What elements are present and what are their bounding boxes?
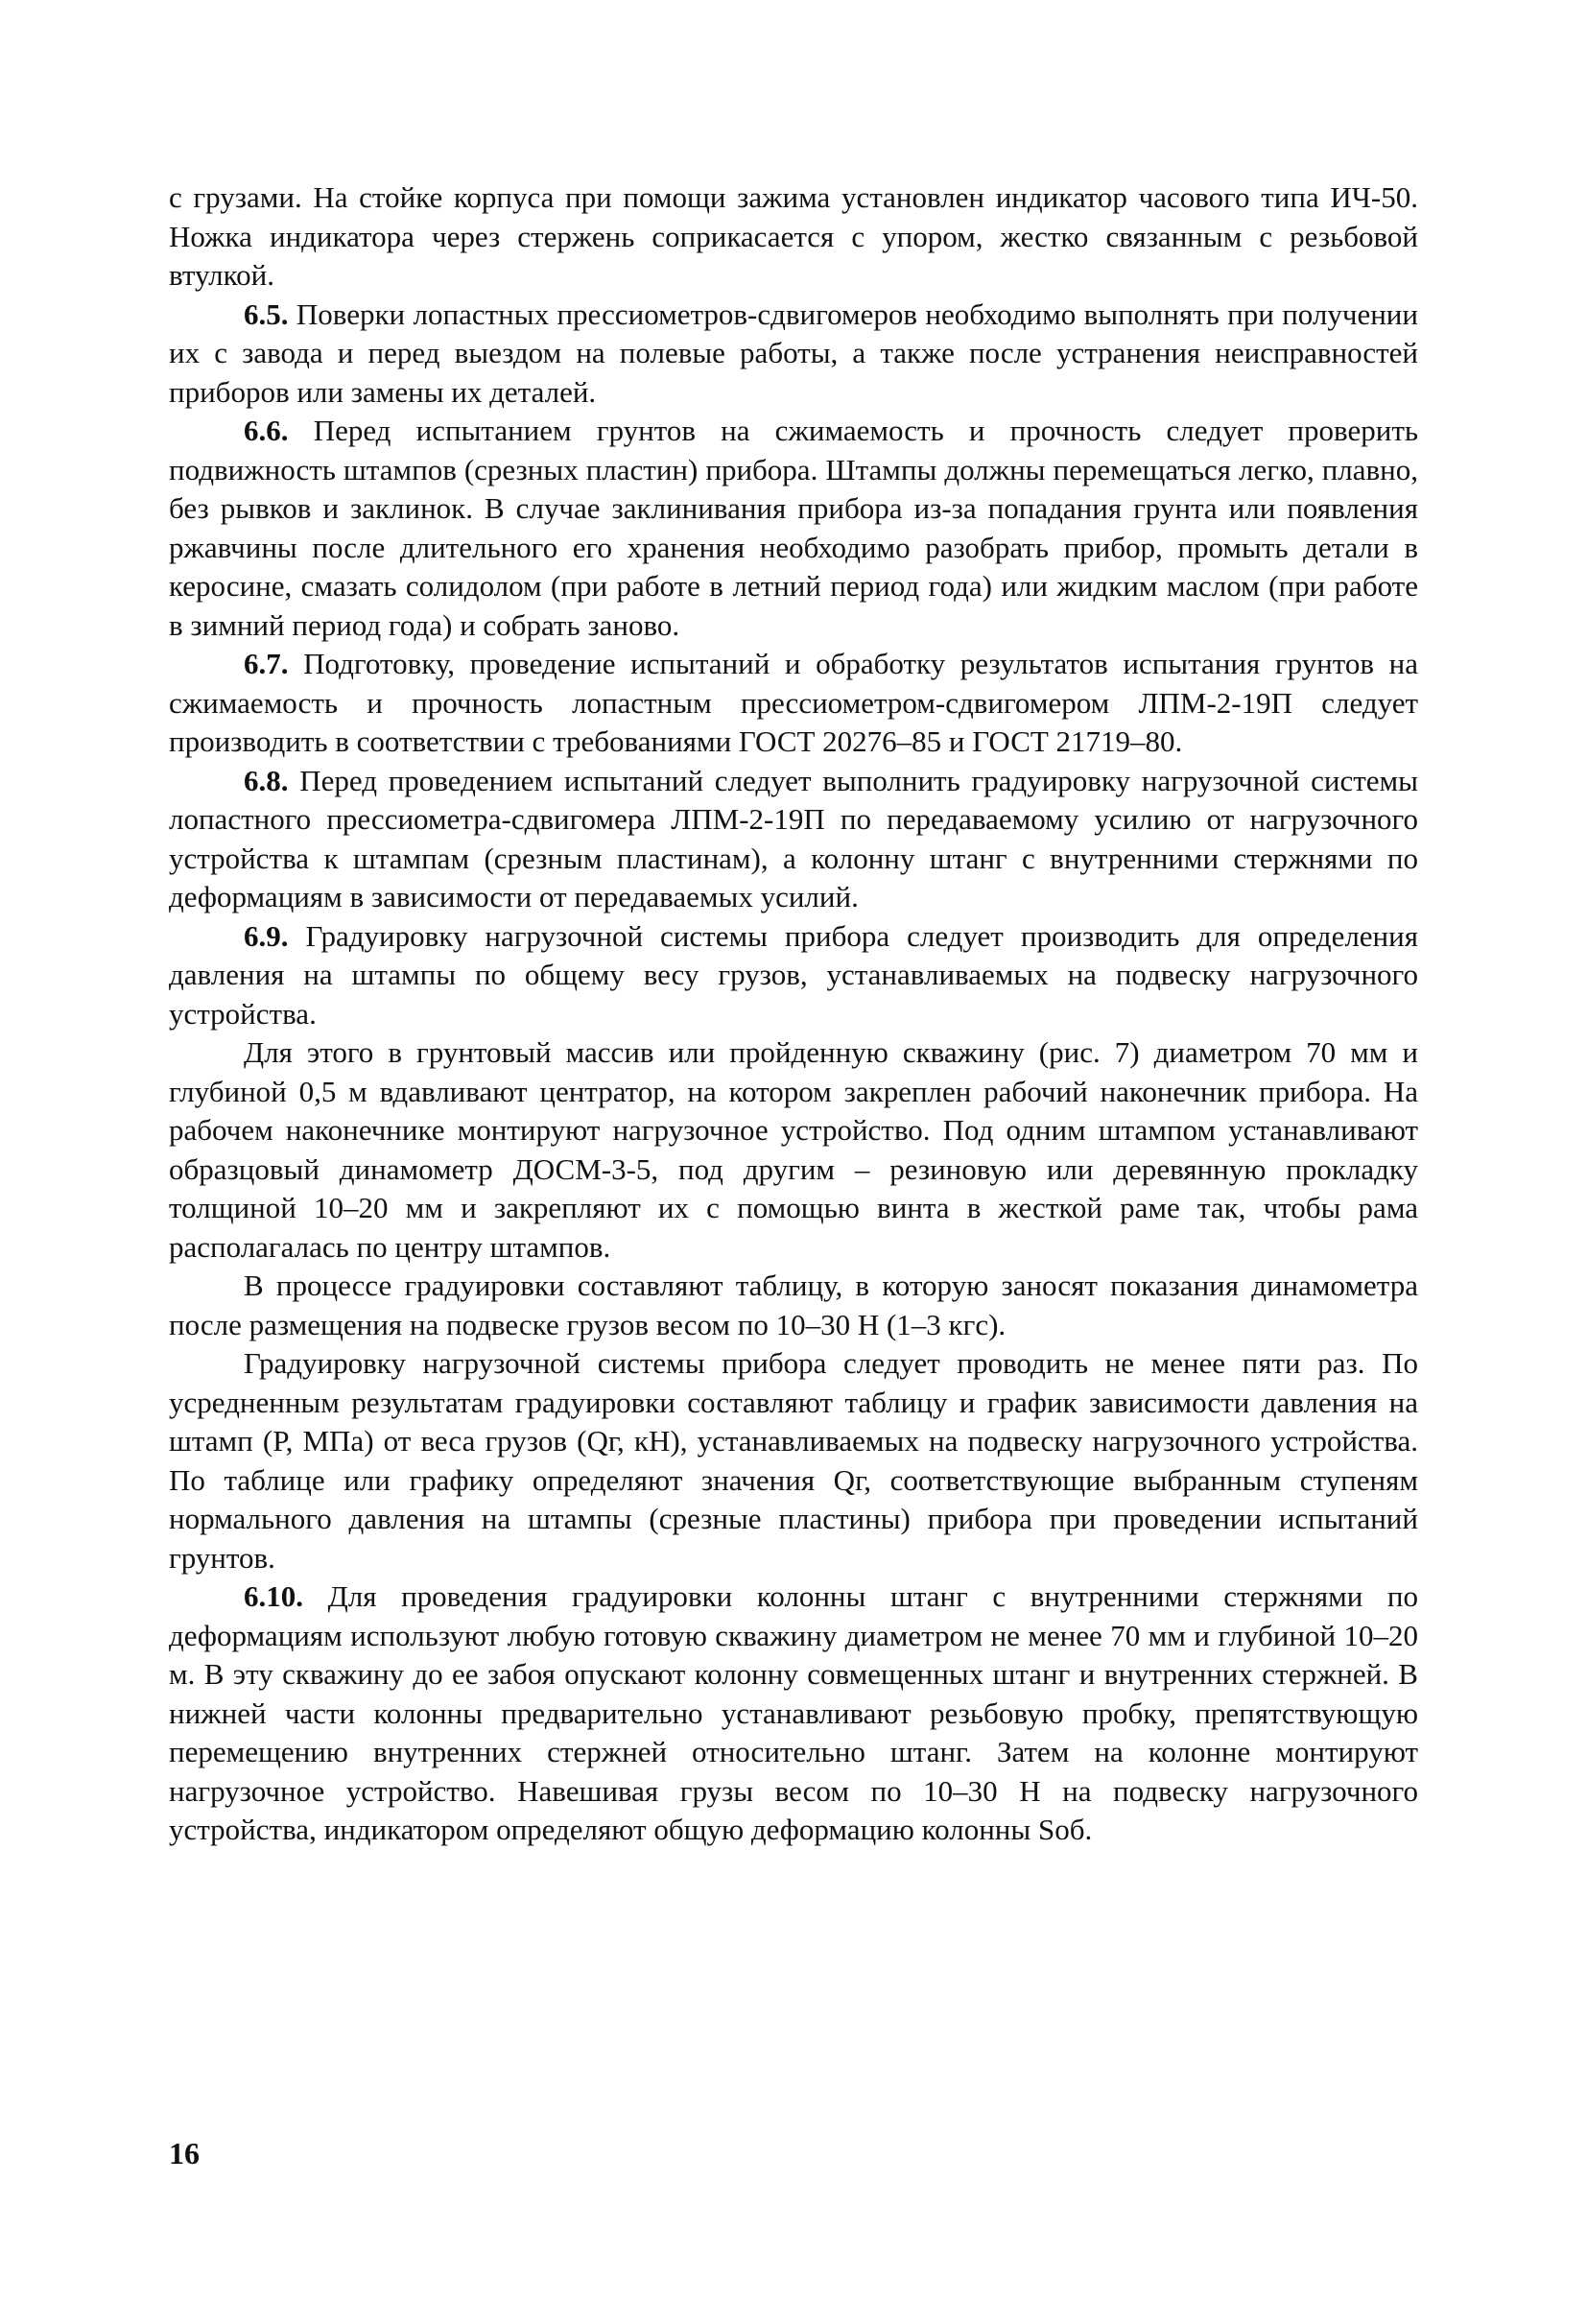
paragraph-text: Для этого в грунтовый массив или пройденную скважину (рис. 7) диаметром 70 мм и глубиной 0,5 м вдавливают центратор, на котором закреплен рабочий наконечник прибора. На рабочем наконечнике монтируют нагрузочное устройство. Под одним штампом устанавливают образцовый динамометр ДОСМ-3-5, под другим – резиновую или деревянную прокладку толщиной 10–20 мм и закрепляют их с помощью винта в жесткой раме так, чтобы рама располагалась по центру штампов. (169, 1035, 1418, 1264)
paragraph-6-10 (169, 1577, 1418, 1850)
section-number: 6.8. (244, 763, 289, 797)
paragraph-6-6 (169, 412, 1418, 645)
paragraph-6-9 (169, 917, 1418, 1034)
paragraph-text: Перед проведением испытаний следует выполнить градуировку нагрузочной системы лопастного прессиометра-сдвигомера ЛПМ-2-19П по передаваемому усилию от нагрузочного устройства к штампам (срезным пластинам), а колонну штанг с внутренними стержнями по деформациям в зависимости от передаваемых усилий. (169, 763, 1419, 913)
paragraph-text: Для проведения градуировки колонны штанг с внутренними стержнями по деформациям используют любую готовую скважину диаметром не менее 70 мм и глубиной 10–20 м. В эту скважину до ее забоя опускают колонну совмещенных штанг и внутренних стержней. В нижней части колонны предварительно устанавливают резьбовую пробку, препятствующую перемещению внутренних стержней относительно штанг. Затем на колонне монтируют нагрузочное устройство. Навешивая грузы весом по 10–30 Н на подвеску нагрузочного устройства, индикатором определяют общую деформацию колонны Sоб. (169, 1579, 1419, 1846)
paragraph-text: Градуировку нагрузочной системы прибора следует проводить не менее пяти раз. По усредненным результатам градуировки составляют таблицу и график зависимости давления на штамп (Р, МПа) от веса грузов (Qг, кН), устанавливаемых на подвеску нагрузочного устройства. По таблице или графику определяют значения Qг, соответствующие выбранным ступеням нормального давления на штампы (срезные пластины) прибора при проведении испытаний грунтов. (169, 1346, 1418, 1575)
paragraph-6-5 (169, 296, 1418, 413)
section-number: 6.9. (244, 918, 289, 953)
paragraph-continuation (169, 178, 1418, 296)
paragraph-6-7 (169, 645, 1418, 762)
paragraph-calibration-table (169, 1267, 1418, 1344)
page-number: 16 (169, 2136, 200, 2170)
paragraph-calibration-setup (169, 1033, 1418, 1267)
section-number: 6.10. (244, 1579, 303, 1613)
paragraph-text: Поверки лопастных прессиометров-сдвигомеров необходимо выполнять при получении их с завода и перед выездом на полевые работы, а также после устранения неисправностей приборов или замены их деталей. (169, 296, 1418, 409)
paragraph-text: с грузами. На стойке корпуса при помощи зажима установлен индикатор часового типа ИЧ-50. Ножка индикатора через стержень соприкасается с упором, жестко связанным с резьбовой втулкой. (169, 180, 1418, 292)
paragraph-calibration-repeat (169, 1344, 1418, 1577)
paragraph-text: Градуировку нагрузочной системы прибора следует производить для определения давления на штампы по общему весу грузов, устанавливаемых на подвеску нагрузочного устройства. (169, 918, 1418, 1031)
section-number: 6.5. (244, 296, 289, 331)
paragraph-text: Перед испытанием грунтов на сжимаемость и прочность следует проверить подвижность штампов (срезных пластин) прибора. Штампы должны перемещаться легко, плавно, без рывков и заклинок. В случае заклинивания прибора из-за попадания грунта или появления ржавчины после длительного его хранения необходимо разобрать прибор, промыть детали в керосине, смазать солидолом (при работе в летний период года) или жидким маслом (при работе в зимний период года) и собрать заново. (169, 414, 1419, 642)
section-number: 6.7. (244, 647, 289, 680)
paragraph-6-8 (169, 762, 1418, 917)
paragraph-text: Подготовку, проведение испытаний и обработку результатов испытания грунтов на сжимаемость и прочность лопастным прессиометром-сдвигомером ЛПМ-2-19П следует производить в соответствии с требованиями ГОСТ 20276–85 и ГОСТ 21719–80. (169, 647, 1418, 758)
section-number: 6.6. (244, 414, 289, 447)
paragraph-text: В процессе градуировки составляют таблицу, в которую заносят показания динамометра после размещения на подвеске грузов весом по 10–30 Н (1–3 кгс). (169, 1269, 1418, 1341)
body-text (169, 178, 1418, 1850)
